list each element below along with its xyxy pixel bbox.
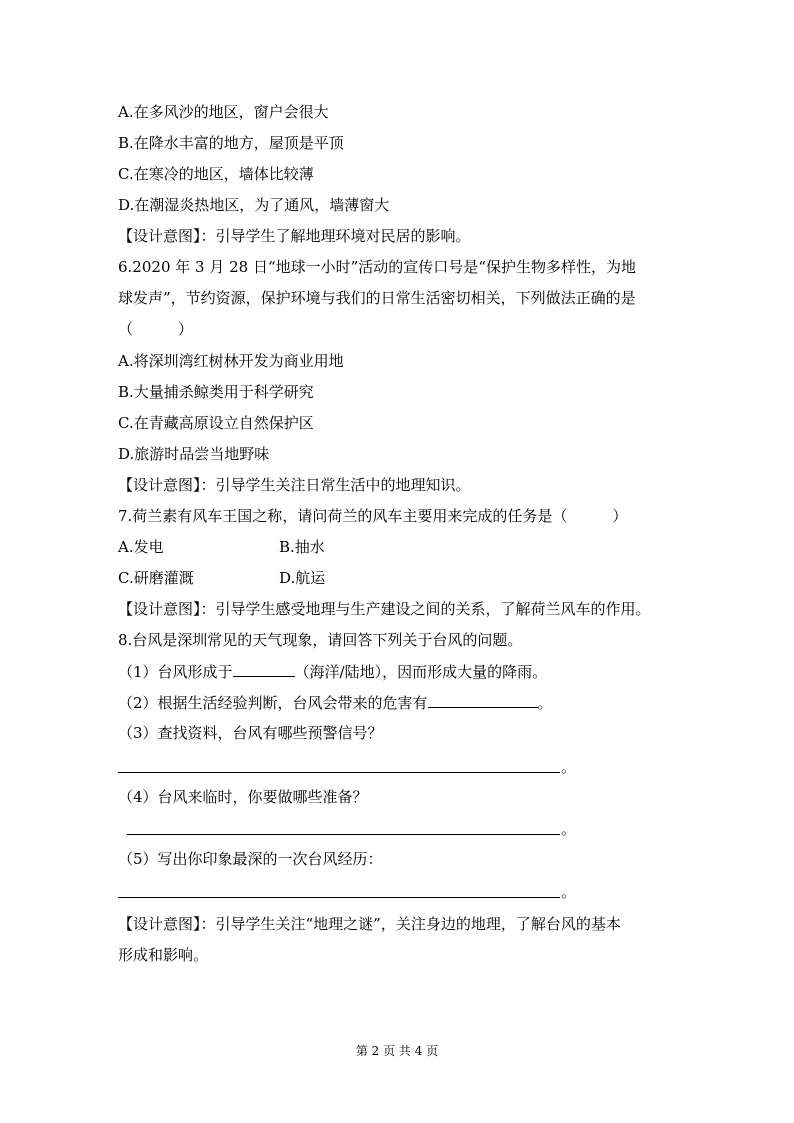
- q6-design-intent: 【设计意图】：引导学生关注日常生活中的地理知识。: [118, 476, 471, 494]
- q8-sub-question-5: （5）写出你印象最深的一次台风经历：: [118, 850, 383, 868]
- q8-sub1-prefix: （1）台风形成于: [118, 663, 233, 681]
- q7-option-d: D.航运: [279, 569, 326, 587]
- q5-design-intent: 【设计意图】：引导学生了解地理环境对民居的影响。: [118, 227, 471, 245]
- q8-sub-question-3: （3）查找资料，台风有哪些预警信号？: [118, 724, 383, 742]
- q8-sub3-period: 。: [561, 758, 577, 776]
- q7-design-intent: 【设计意图】：引导学生感受地理与生产建设之间的关系，了解荷兰风车的作用。: [118, 600, 651, 618]
- q6-option-a: A.将深圳湾红树林开发为商业用地: [118, 352, 344, 370]
- q6-stem-line-1: 6.2020 年 3 月 28 日“地球一小时”活动的宣传口号是“保护生物多样性，为地: [118, 258, 636, 276]
- q8-sub3-answer-line[interactable]: [118, 772, 560, 773]
- q8-sub-question-2: [118, 692, 553, 712]
- q5-option-d: D.在潮湿炎热地区，为了通风，墙薄窗大: [118, 196, 390, 214]
- q6-stem-line-2: 球发声”，节约资源，保护环境与我们的日常生活密切相关，下列做法正确的是: [118, 289, 636, 307]
- q8-sub-question-4: （4）台风来临时，你要做哪些准备？: [118, 788, 368, 806]
- q7-option-a: A.发电: [118, 538, 164, 556]
- q8-sub1-answer-blank[interactable]: [233, 661, 295, 677]
- q5-option-a: A.在多风沙的地区，窗户会很大: [118, 103, 329, 121]
- q5-option-b: B.在降水丰富的地方，屋顶是平顶: [118, 134, 344, 152]
- q7-options-row-1: [118, 537, 518, 557]
- q6-option-d: D.旅游时品尝当地野味: [118, 445, 270, 463]
- q7-option-b: B.抽水: [279, 538, 325, 556]
- q6-answer-bracket: （ ）: [118, 320, 194, 338]
- q8-sub4-answer-line[interactable]: [127, 834, 560, 835]
- q8-sub4-period: 。: [561, 820, 577, 838]
- q7-stem: 7.荷兰素有风车王国之称，请问荷兰的风车主要用来完成的任务是（ ）: [118, 507, 628, 525]
- page-number: 第 2 页 共 4 页: [355, 1044, 439, 1058]
- q8-design-intent-line-1: 【设计意图】：引导学生关注“地理之谜”，关注身边的地理，了解台风的基本: [118, 915, 621, 933]
- q8-sub2-suffix: 。: [537, 694, 553, 712]
- q8-sub5-period: 。: [561, 883, 577, 901]
- q6-option-b: B.大量捕杀鲸类用于科学研究: [118, 383, 314, 401]
- q8-sub5-answer-line[interactable]: [118, 897, 560, 898]
- q5-option-c: C.在寒冷的地区，墙体比较薄: [118, 165, 314, 183]
- q7-option-c: C.研磨灌溉: [118, 569, 194, 587]
- q8-sub-question-1: [118, 661, 547, 681]
- q8-sub2-answer-blank[interactable]: [428, 692, 538, 708]
- q6-option-c: C.在青藏高原设立自然保护区: [118, 414, 314, 432]
- q8-design-intent-line-2: 形成和影响。: [118, 946, 209, 964]
- q8-sub2-prefix: （2）根据生活经验判断，台风会带来的危害有: [118, 694, 428, 712]
- q8-sub1-suffix: （海洋/陆地），因而形成大量的降雨。: [294, 663, 548, 681]
- q8-stem: 8.台风是深圳常见的天气现象，请回答下列关于台风的问题。: [118, 631, 523, 649]
- q7-options-row-2: [118, 568, 518, 588]
